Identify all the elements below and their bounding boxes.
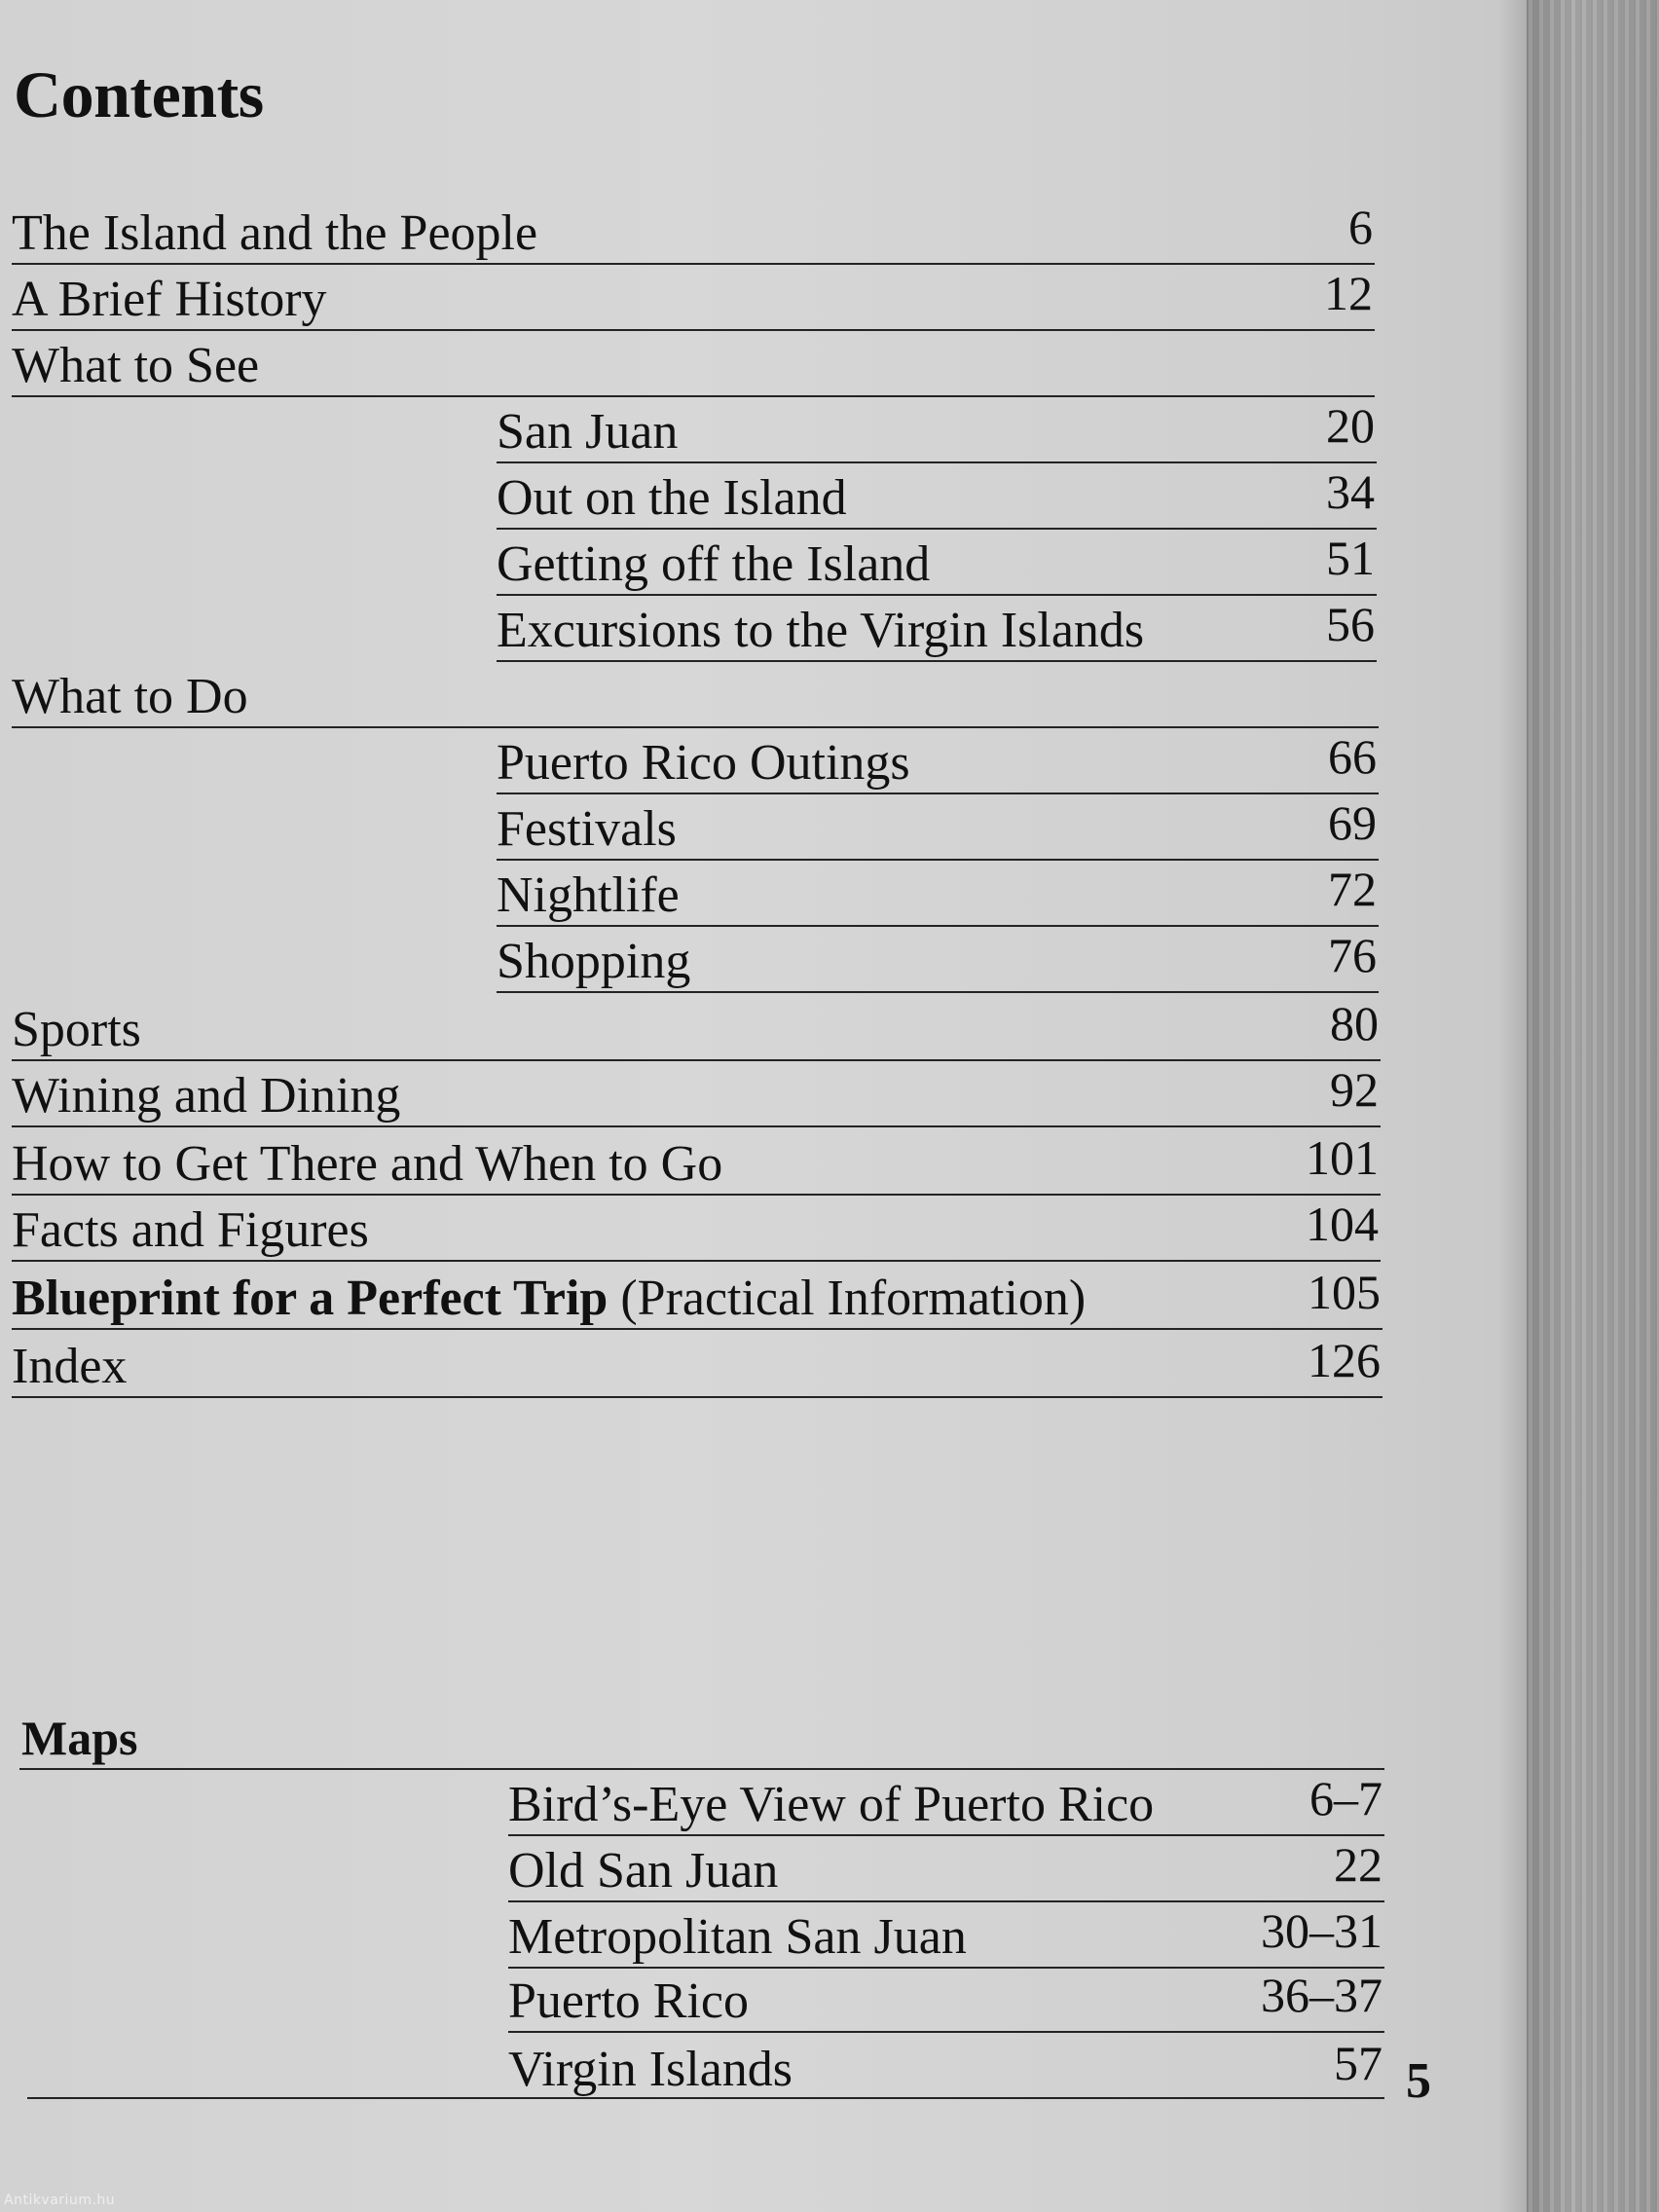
book-spine-edge xyxy=(1527,0,1659,2212)
map-row-puerto-rico xyxy=(508,1967,1384,2033)
toc-label: What to See xyxy=(12,338,260,393)
toc-label: Excursions to the Virgin Islands xyxy=(497,603,1145,658)
maps-heading: Maps xyxy=(21,1711,138,1765)
map-row-old-san-juan xyxy=(508,1836,1384,1902)
toc-page-number: 34 xyxy=(1326,464,1375,519)
map-row-metropolitan xyxy=(508,1902,1384,1969)
toc-page-number: 69 xyxy=(1328,795,1377,850)
toc-label xyxy=(12,1273,1086,1324)
toc-page-number: 76 xyxy=(1328,928,1377,982)
toc-label-rest: (Practical Information) xyxy=(608,1271,1087,1326)
toc-label: Festivals xyxy=(497,801,677,857)
page-edge-shadow xyxy=(1499,0,1527,2212)
toc-label: Shopping xyxy=(497,934,691,989)
toc-label: A Brief History xyxy=(12,272,327,327)
toc-page-number: 72 xyxy=(1328,862,1377,916)
toc-row-what-to-see xyxy=(12,331,1375,397)
map-page-number: 57 xyxy=(1334,2036,1382,2090)
toc-page-number: 66 xyxy=(1328,729,1377,784)
map-page-number: 30–31 xyxy=(1261,1903,1382,1958)
toc-label-bold: Blueprint for a Perfect Trip xyxy=(12,1271,608,1326)
toc-row-out-on-island xyxy=(497,463,1377,530)
toc-row-nightlife xyxy=(497,861,1379,927)
map-row-birds-eye xyxy=(508,1770,1384,1836)
toc-page-number: 12 xyxy=(1324,266,1373,320)
toc-row-facts-figures xyxy=(12,1196,1381,1262)
map-row-virgin-islands xyxy=(508,2033,1384,2099)
toc-page-number: 126 xyxy=(1308,1333,1381,1387)
map-label: Metropolitan San Juan xyxy=(508,1909,967,1965)
page-folio: 5 xyxy=(1406,2053,1431,2109)
toc-row-island-people xyxy=(12,199,1375,265)
map-page-number: 22 xyxy=(1334,1837,1382,1892)
toc-page-number: 104 xyxy=(1306,1197,1379,1251)
toc-page-number: 20 xyxy=(1326,398,1375,453)
map-label: Old San Juan xyxy=(508,1843,779,1899)
toc-page-number: 105 xyxy=(1308,1265,1381,1319)
toc-label: What to Do xyxy=(12,669,248,724)
toc-row-how-to-get-there xyxy=(12,1129,1381,1196)
toc-row-shopping xyxy=(497,927,1379,993)
toc-label: Facts and Figures xyxy=(12,1202,369,1258)
toc-row-wining-dining xyxy=(12,1061,1381,1127)
toc-row-index xyxy=(12,1332,1382,1398)
toc-row-excursions xyxy=(497,596,1377,662)
toc-row-blueprint xyxy=(12,1264,1382,1330)
watermark: Antikvarium.hu xyxy=(4,2193,116,2208)
toc-label: How to Get There and When to Go xyxy=(12,1136,723,1192)
toc-page-number: 51 xyxy=(1326,531,1375,585)
toc-row-outings xyxy=(497,728,1379,794)
toc-label: Sports xyxy=(12,1002,141,1057)
toc-page-number: 92 xyxy=(1330,1062,1379,1117)
toc-page-number: 80 xyxy=(1330,996,1379,1051)
toc-label: Index xyxy=(12,1339,128,1394)
toc-row-brief-history xyxy=(12,265,1375,331)
toc-label: The Island and the People xyxy=(12,205,538,261)
toc-row-festivals xyxy=(497,794,1379,861)
toc-label: Nightlife xyxy=(497,867,680,923)
maps-bottom-rule xyxy=(27,2097,1384,2099)
map-label: Bird’s-Eye View of Puerto Rico xyxy=(508,1777,1155,1832)
map-page-number: 36–37 xyxy=(1261,1968,1382,2022)
toc-label: Wining and Dining xyxy=(12,1068,401,1124)
toc-label: Out on the Island xyxy=(497,470,847,526)
toc-page-number: 56 xyxy=(1326,597,1375,651)
toc-label: San Juan xyxy=(497,404,679,460)
toc-label: Puerto Rico Outings xyxy=(497,735,910,791)
toc-row-san-juan xyxy=(497,397,1377,463)
map-label: Puerto Rico xyxy=(508,1973,749,2029)
toc-page-number: 101 xyxy=(1306,1130,1379,1185)
contents-title: Contents xyxy=(14,57,264,131)
toc-row-sports xyxy=(12,995,1381,1061)
map-label: Virgin Islands xyxy=(508,2042,793,2097)
map-page-number: 6–7 xyxy=(1309,1771,1382,1825)
toc-row-what-to-do xyxy=(12,664,1379,728)
toc-page-number: 6 xyxy=(1348,200,1373,254)
toc-label: Getting off the Island xyxy=(497,536,931,592)
toc-row-getting-off xyxy=(497,530,1377,596)
